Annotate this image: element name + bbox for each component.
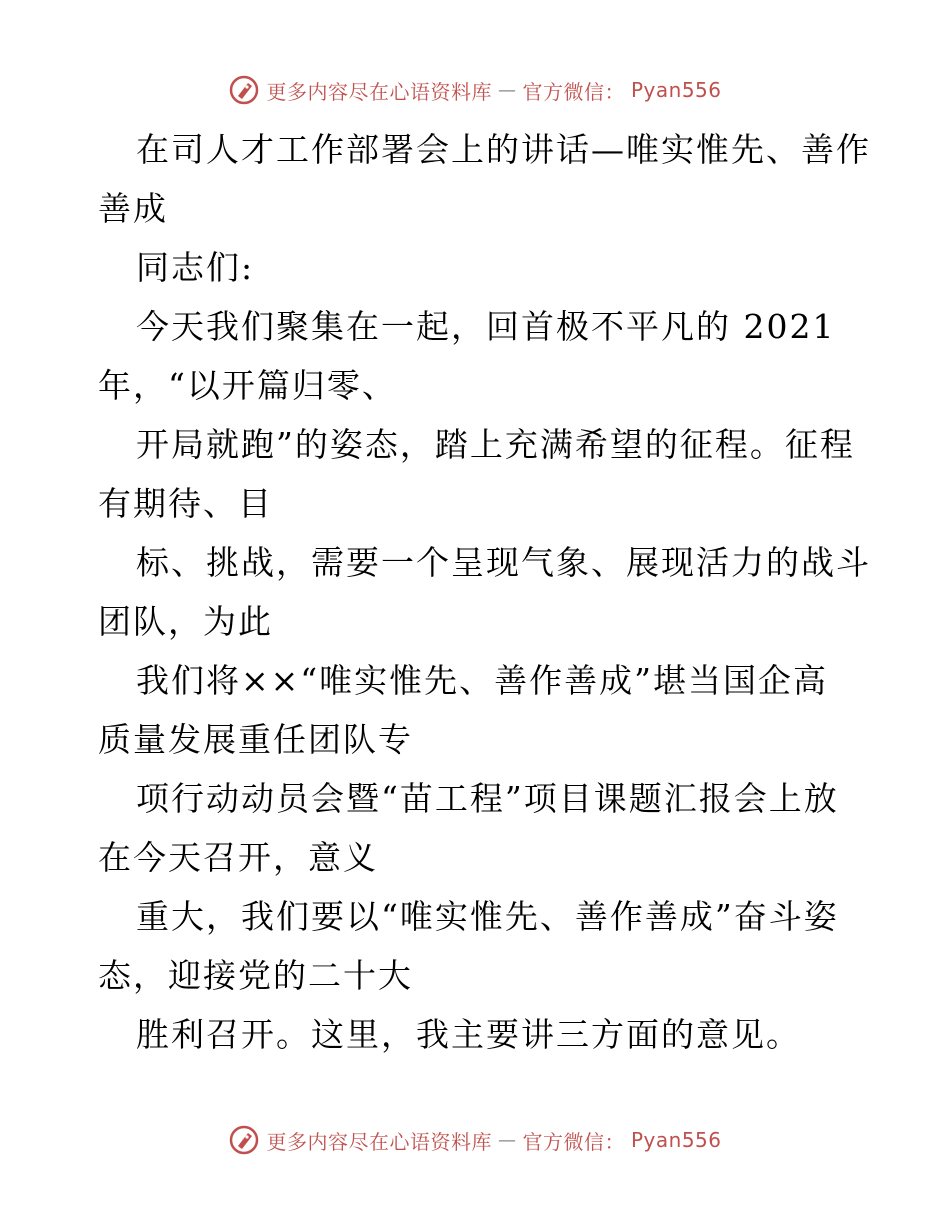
paragraph-line: 标、挑战，需要一个呈现气象、展现活力的战斗 <box>136 543 871 582</box>
paragraph-line: 年，“以开篇归零、 <box>98 366 397 405</box>
banner-wechat-id: Pyan556 <box>630 1128 722 1152</box>
footer-banner <box>0 1120 950 1160</box>
header-banner <box>0 70 950 110</box>
paragraph-line: 有期待、目 <box>98 484 273 523</box>
banner-wechat-label: 官方微信： <box>522 79 625 104</box>
paragraph-line: 善成 <box>98 189 168 228</box>
paragraph-line: 胜利召开。这里，我主要讲三方面的意见。 <box>136 1015 801 1054</box>
banner-wechat-label: 官方微信： <box>522 1129 625 1154</box>
paragraph-line: 在司人才工作部署会上的讲话—唯实惟先、善作 <box>136 130 871 169</box>
paragraph-line: 在今天召开，意义 <box>98 838 378 877</box>
paragraph-line: 团队，为此 <box>98 602 273 641</box>
paragraph-line: 态，迎接党的二十大 <box>98 956 413 995</box>
pen-nib-icon <box>228 74 260 106</box>
paragraph-line: 我们将××“唯实惟先、善作善成”堪当国企高 <box>136 661 829 700</box>
paragraph-line: 质量发展重任团队专 <box>98 720 413 759</box>
banner-separator: — <box>497 79 517 101</box>
paragraph-line: 项行动动员会暨“苗工程”项目课题汇报会上放 <box>136 779 839 818</box>
paragraph-line: 开局就跑”的姿态，踏上充满希望的征程。征程 <box>136 425 855 464</box>
paragraph-line: 同志们: <box>136 248 255 287</box>
banner-separator: — <box>497 1129 517 1151</box>
banner-main-text: 更多内容尽在心语资料库 <box>266 79 492 104</box>
banner-wechat-id: Pyan556 <box>630 78 722 102</box>
pen-nib-icon <box>228 1124 260 1156</box>
banner-main-text: 更多内容尽在心语资料库 <box>266 1129 492 1154</box>
paragraph-line: 今天我们聚集在一起，回首极不平凡的 2021 <box>136 307 836 346</box>
paragraph-line: 重大，我们要以“唯实惟先、善作善成”奋斗姿 <box>136 897 839 936</box>
document-body <box>98 120 871 1064</box>
